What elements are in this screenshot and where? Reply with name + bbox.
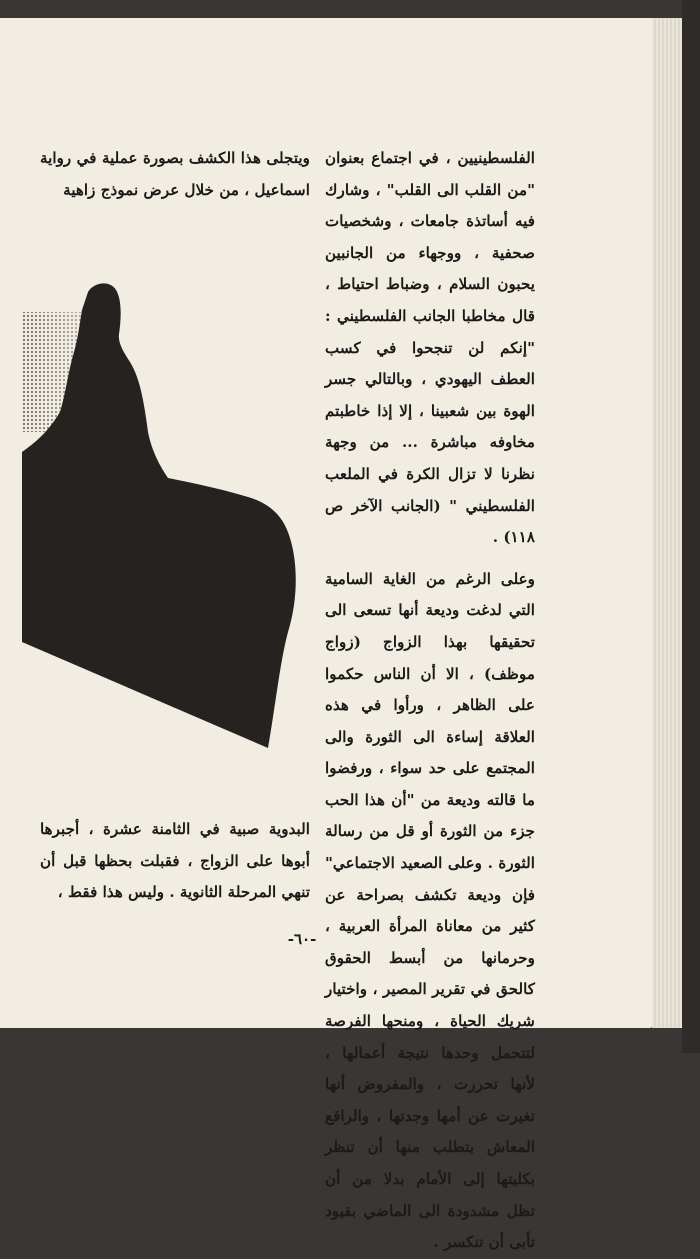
right-column — [325, 143, 535, 1259]
left-column-top — [40, 143, 310, 206]
book-background — [682, 0, 700, 1053]
page-number: -٦٠- — [287, 930, 317, 948]
right-paragraph-1: الفلسطينيين ، في اجتماع بعنوان "من القلب الى القلب" ، وشارك فيه أساتذة جامعات ، وشخصيات صحفية ، ووجهاء من الجانبين يحبون السلام ، وضباط احتياط ، قال مخاطبا الجانب الفلسطيني : "إنكم لن تنجحوا في كسب العطف اليهودي ، وبالتالي جسر الهوة بين شعبينا ، إلا إذا خاطبتم مخاوفه مباشرة ... من وجهة نظرنا لا تزال الكرة في الملعب الفلسطيني " (الجانب الآخر ص ١١٨) . — [325, 149, 535, 547]
left-column-bottom — [40, 814, 310, 909]
woman-silhouette-image — [18, 282, 300, 750]
left-top-text: ويتجلى هذا الكشف بصورة عملية في رواية اسماعيل ، من خلال عرض نموذج زاهية — [40, 149, 310, 199]
page-edges — [652, 18, 682, 1028]
right-paragraph-2: وعلى الرغم من الغاية السامية التي لدغت وديعة أنها تسعى الى تحقيقها بهذا الزواج (زواج موظف) ، الا أن الناس حكموا على الظاهر ، ورأوا في هذه العلاقة إساءة الى الثورة والى المجتمع على حد سواء ، ورفضوا ما قالته وديعة من "أن هذا الحب جزء من الثورة أو قل من رسالة الثورة . وعلى الصعيد الاجتماعي" فإن وديعة تكشف بصراحة عن كثير من معاناة المرأة العربية ، وحرمانها من أبسط الحقوق كالحق في تقرير المصير ، واختيار شريك الحياة ، ومنحها الفرصة لتتحمل وحدها نتيجة أعمالها ، لأنها تحررت ، والمفروض أنها تغيرت عن أمها وجدتها ، والراقع المعاش يتطلب منها أن تنظر بكليتها إلى الأمام بدلا من أن تظل مشدودة الى الماضي بقيود تأبى أن تنكسر . — [325, 569, 535, 1252]
left-bottom-text: البدوية صبية في الثامنة عشرة ، أجبرها أبوها على الزواج ، فقبلت بحظها قبل أن تنهي المرحلة الثانوية . وليس هذا فقط ، — [40, 820, 310, 902]
